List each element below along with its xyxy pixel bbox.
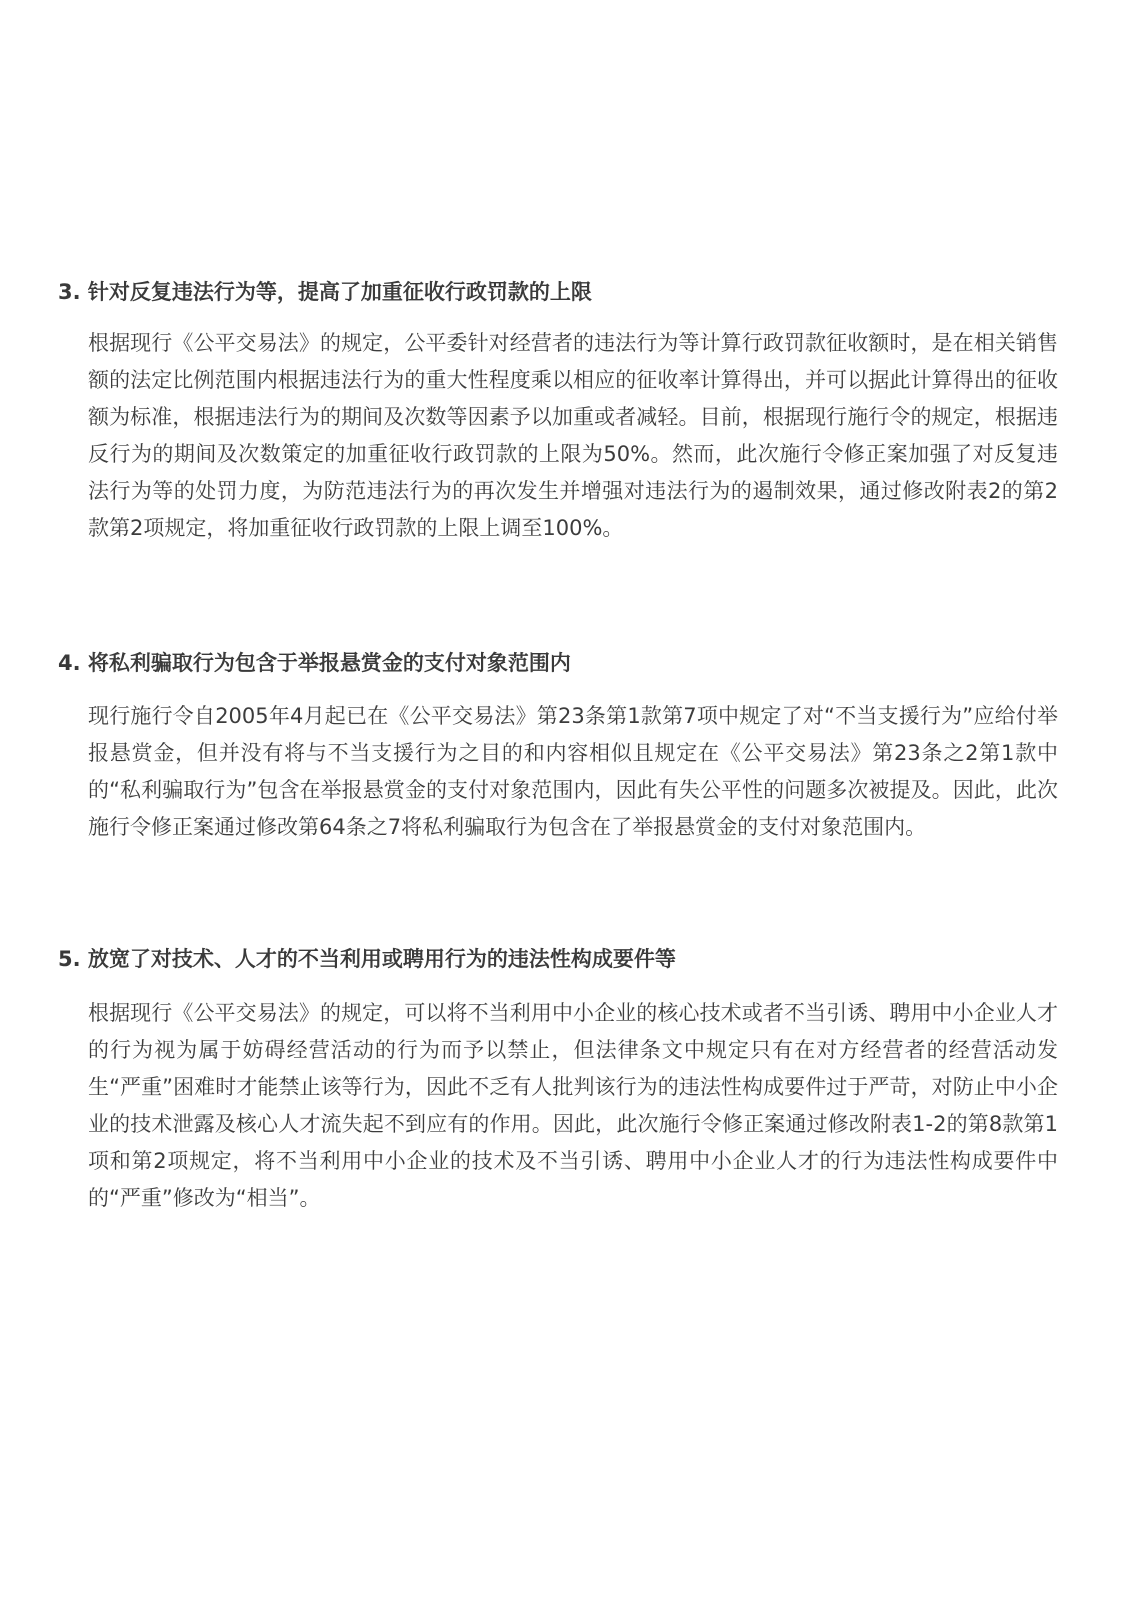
section-heading: 5. 放宽了对技术、人才的不当利用或聘用行为的违法性构成要件等 [58,947,676,971]
section-heading: 4. 将私利骗取行为包含于举报悬赏金的支付对象范围内 [58,651,571,675]
section-paragraph: 根据现行《公平交易法》的规定，公平委针对经营者的违法行为等计算行政罚款征收额时，是在相关销售额的法定比例范围内根据违法行为的重大性程度乘以相应的征收率计算得出，并可以据此计算得出的征收额为标准，根据违法行为的期间及次数等因素予以加重或者减轻。目前，根据现行施行令的规定，根据违反行为的期间及次数策定的加重征收行政罚款的上限为50%。然而，此次施行令修正案加强了对反复违法行为等的处罚力度，为防范违法行为的再次发生并增强对违法行为的遏制效果，通过修改附表2的第2款第2项规定，将加重征收行政罚款的上限上调至100%。 [88,331,1058,540]
section-heading: 3. 针对反复违法行为等，提高了加重征收行政罚款的上限 [58,280,592,304]
section-paragraph: 根据现行《公平交易法》的规定，可以将不当利用中小企业的核心技术或者不当引诱、聘用中小企业人才的行为视为属于妨碍经营活动的行为而予以禁止，但法律条文中规定只有在对方经营者的经营活动发生“严重”困难时才能禁止该等行为，因此不乏有人批判该行为的违法性构成要件过于严苛，对防止中小企业的技术泄露及核心人才流失起不到应有的作用。因此，此次施行令修正案通过修改附表1-2的第8款第1项和第2项规定，将不当利用中小企业的技术及不当引诱、聘用中小企业人才的行为违法性构成要件中的“严重”修改为“相当”。 [88,1001,1058,1210]
section-paragraph: 现行施行令自2005年4月起已在《公平交易法》第23条第1款第7项中规定了对“不当支援行为”应给付举报悬赏金，但并没有将与不当支援行为之目的和内容相似且规定在《公平交易法》第23条之2第1款中的“私利骗取行为”包含在举报悬赏金的支付对象范围内，因此有失公平性的问题多次被提及。因此，此次施行令修正案通过修改第64条之7将私利骗取行为包含在了举报悬赏金的支付对象范围内。 [88,704,1058,839]
